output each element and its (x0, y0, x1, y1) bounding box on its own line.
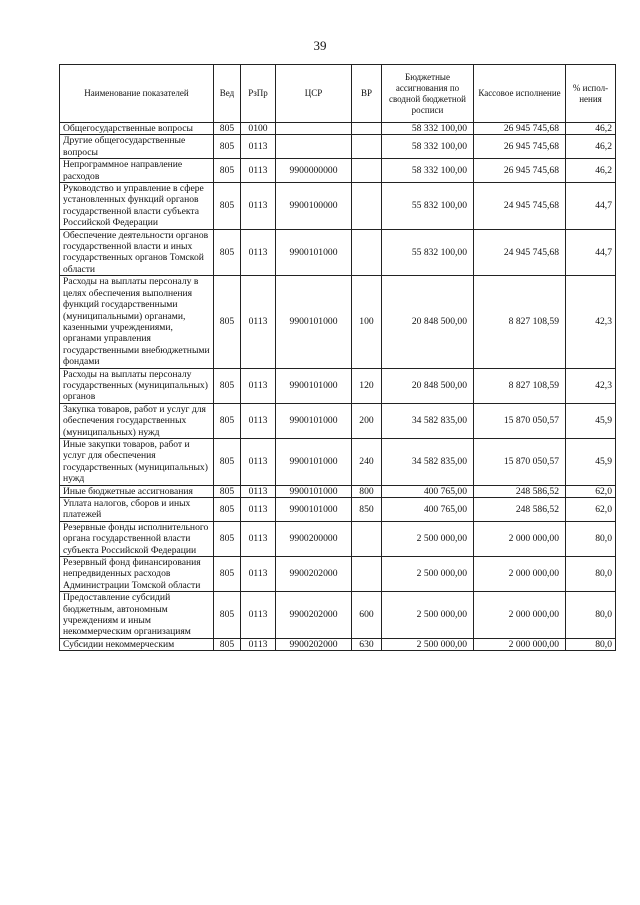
header-csr: ЦСР (276, 65, 352, 123)
cell-percent: 42,3 (566, 368, 616, 403)
table-row (60, 368, 616, 403)
cell-vr: 600 (352, 592, 382, 639)
cell-ved: 805 (214, 403, 241, 438)
cell-csr (276, 123, 352, 135)
cell-name: Предоставление субсидий бюджетным, автономным учреждениям и иным некоммерческим организациям (60, 592, 214, 639)
cell-name: Резервный фонд финансирования непредвиденных расходов Администрации Томской области (60, 557, 214, 592)
cell-csr: 9900101000 (276, 498, 352, 522)
cell-cash: 248 586,52 (474, 485, 566, 497)
table-row (60, 521, 616, 556)
cell-rzpr: 0113 (241, 485, 276, 497)
cell-cash: 15 870 050,57 (474, 438, 566, 485)
cell-ved: 805 (214, 638, 241, 650)
cell-csr: 9900200000 (276, 521, 352, 556)
cell-assigned: 58 332 100,00 (382, 159, 474, 183)
header-cash: Кассовое исполнение (474, 65, 566, 123)
cell-cash: 24 945 745,68 (474, 229, 566, 276)
cell-name: Расходы на выплаты персоналу государственных (муниципальных) органов (60, 368, 214, 403)
cell-name: Иные бюджетные ассигнования (60, 485, 214, 497)
cell-cash: 2 000 000,00 (474, 521, 566, 556)
cell-vr: 100 (352, 276, 382, 368)
cell-ved: 805 (214, 183, 241, 230)
cell-ved: 805 (214, 557, 241, 592)
cell-name: Обеспечение деятельности органов государственной власти и иных государственных органов Томской области (60, 229, 214, 276)
cell-csr: 9900100000 (276, 183, 352, 230)
cell-assigned: 34 582 835,00 (382, 438, 474, 485)
cell-ved: 805 (214, 368, 241, 403)
table-row (60, 183, 616, 230)
cell-rzpr: 0113 (241, 276, 276, 368)
cell-percent: 62,0 (566, 498, 616, 522)
cell-assigned: 20 848 500,00 (382, 368, 474, 403)
cell-csr: 9900101000 (276, 229, 352, 276)
budget-execution-table (59, 64, 616, 651)
cell-name: Иные закупки товаров, работ и услуг для обеспечения государственных (муниципальных) нужд (60, 438, 214, 485)
page-number: 39 (313, 38, 327, 53)
cell-name: Резервные фонды исполнительного органа государственной власти субъекта Российской Федерации (60, 521, 214, 556)
cell-rzpr: 0113 (241, 438, 276, 485)
cell-percent: 44,7 (566, 229, 616, 276)
cell-percent: 80,0 (566, 592, 616, 639)
header-ved: Вед (214, 65, 241, 123)
cell-rzpr: 0113 (241, 521, 276, 556)
table-row (60, 638, 616, 650)
cell-vr (352, 123, 382, 135)
cell-rzpr: 0113 (241, 183, 276, 230)
cell-rzpr: 0113 (241, 135, 276, 159)
cell-csr: 9900101000 (276, 438, 352, 485)
cell-cash: 8 827 108,59 (474, 368, 566, 403)
cell-assigned: 34 582 835,00 (382, 403, 474, 438)
cell-rzpr: 0113 (241, 368, 276, 403)
cell-cash: 26 945 745,68 (474, 159, 566, 183)
table-row (60, 229, 616, 276)
cell-rzpr: 0100 (241, 123, 276, 135)
cell-percent: 80,0 (566, 521, 616, 556)
cell-vr (352, 159, 382, 183)
cell-assigned: 58 332 100,00 (382, 123, 474, 135)
cell-csr (276, 135, 352, 159)
cell-vr (352, 229, 382, 276)
header-assigned: Бюджетные ассигнования по сводной бюджетной росписи (382, 65, 474, 123)
cell-assigned: 2 500 000,00 (382, 521, 474, 556)
cell-ved: 805 (214, 438, 241, 485)
cell-ved: 805 (214, 498, 241, 522)
cell-csr: 9900101000 (276, 276, 352, 368)
cell-csr: 9900000000 (276, 159, 352, 183)
cell-assigned: 20 848 500,00 (382, 276, 474, 368)
cell-percent: 46,2 (566, 135, 616, 159)
cell-percent: 45,9 (566, 403, 616, 438)
cell-csr: 9900101000 (276, 368, 352, 403)
cell-cash: 15 870 050,57 (474, 403, 566, 438)
cell-ved: 805 (214, 276, 241, 368)
cell-ved: 805 (214, 485, 241, 497)
table-row (60, 438, 616, 485)
table-row (60, 592, 616, 639)
cell-name: Уплата налогов, сборов и иных платежей (60, 498, 214, 522)
cell-assigned: 58 332 100,00 (382, 135, 474, 159)
cell-cash: 24 945 745,68 (474, 183, 566, 230)
cell-assigned: 2 500 000,00 (382, 638, 474, 650)
cell-assigned: 400 765,00 (382, 498, 474, 522)
cell-vr (352, 135, 382, 159)
cell-ved: 805 (214, 521, 241, 556)
table-row (60, 276, 616, 368)
header-rzpr: РзПр (241, 65, 276, 123)
cell-cash: 8 827 108,59 (474, 276, 566, 368)
table-row (60, 159, 616, 183)
cell-percent: 80,0 (566, 638, 616, 650)
cell-rzpr: 0113 (241, 159, 276, 183)
cell-vr: 120 (352, 368, 382, 403)
cell-percent: 62,0 (566, 485, 616, 497)
cell-csr: 9900202000 (276, 638, 352, 650)
header-name: Наименование показателей (60, 65, 214, 123)
cell-ved: 805 (214, 592, 241, 639)
cell-cash: 2 000 000,00 (474, 638, 566, 650)
table-body (60, 123, 616, 651)
cell-rzpr: 0113 (241, 592, 276, 639)
cell-vr: 630 (352, 638, 382, 650)
cell-csr: 9900101000 (276, 403, 352, 438)
table-row (60, 485, 616, 497)
table-row (60, 498, 616, 522)
cell-vr: 800 (352, 485, 382, 497)
cell-percent: 42,3 (566, 276, 616, 368)
cell-percent: 80,0 (566, 557, 616, 592)
cell-name: Расходы на выплаты персоналу в целях обеспечения выполнения функций государственными (муниципальными) органами, казенными учреждениями, органами управления государственными внебюджетными фондами (60, 276, 214, 368)
table-row (60, 135, 616, 159)
header-vr: ВР (352, 65, 382, 123)
cell-vr (352, 521, 382, 556)
cell-percent: 46,2 (566, 159, 616, 183)
cell-ved: 805 (214, 123, 241, 135)
cell-cash: 248 586,52 (474, 498, 566, 522)
table-header-row (60, 65, 616, 123)
cell-vr: 200 (352, 403, 382, 438)
cell-vr: 850 (352, 498, 382, 522)
cell-name: Непрограммное направление расходов (60, 159, 214, 183)
cell-rzpr: 0113 (241, 498, 276, 522)
cell-percent: 44,7 (566, 183, 616, 230)
cell-csr: 9900202000 (276, 557, 352, 592)
cell-assigned: 55 832 100,00 (382, 183, 474, 230)
cell-csr: 9900202000 (276, 592, 352, 639)
cell-cash: 2 000 000,00 (474, 592, 566, 639)
cell-assigned: 400 765,00 (382, 485, 474, 497)
cell-vr: 240 (352, 438, 382, 485)
cell-percent: 46,2 (566, 123, 616, 135)
cell-name: Общегосударственные вопросы (60, 123, 214, 135)
cell-vr (352, 557, 382, 592)
cell-name: Другие общегосударственные вопросы (60, 135, 214, 159)
cell-assigned: 2 500 000,00 (382, 557, 474, 592)
cell-ved: 805 (214, 159, 241, 183)
table-row (60, 557, 616, 592)
cell-rzpr: 0113 (241, 403, 276, 438)
cell-assigned: 55 832 100,00 (382, 229, 474, 276)
cell-rzpr: 0113 (241, 557, 276, 592)
cell-name: Руководство и управление в сфере установленных функций органов государственной власти субъекта Российской Федерации (60, 183, 214, 230)
header-percent: % испол-нения (566, 65, 616, 123)
cell-cash: 2 000 000,00 (474, 557, 566, 592)
cell-name: Субсидии некоммерческим (60, 638, 214, 650)
cell-percent: 45,9 (566, 438, 616, 485)
cell-ved: 805 (214, 229, 241, 276)
cell-cash: 26 945 745,68 (474, 135, 566, 159)
cell-rzpr: 0113 (241, 638, 276, 650)
cell-csr: 9900101000 (276, 485, 352, 497)
cell-ved: 805 (214, 135, 241, 159)
cell-rzpr: 0113 (241, 229, 276, 276)
cell-cash: 26 945 745,68 (474, 123, 566, 135)
table-row (60, 403, 616, 438)
cell-vr (352, 183, 382, 230)
cell-name: Закупка товаров, работ и услуг для обеспечения государственных (муниципальных) нужд (60, 403, 214, 438)
cell-assigned: 2 500 000,00 (382, 592, 474, 639)
table-row (60, 123, 616, 135)
